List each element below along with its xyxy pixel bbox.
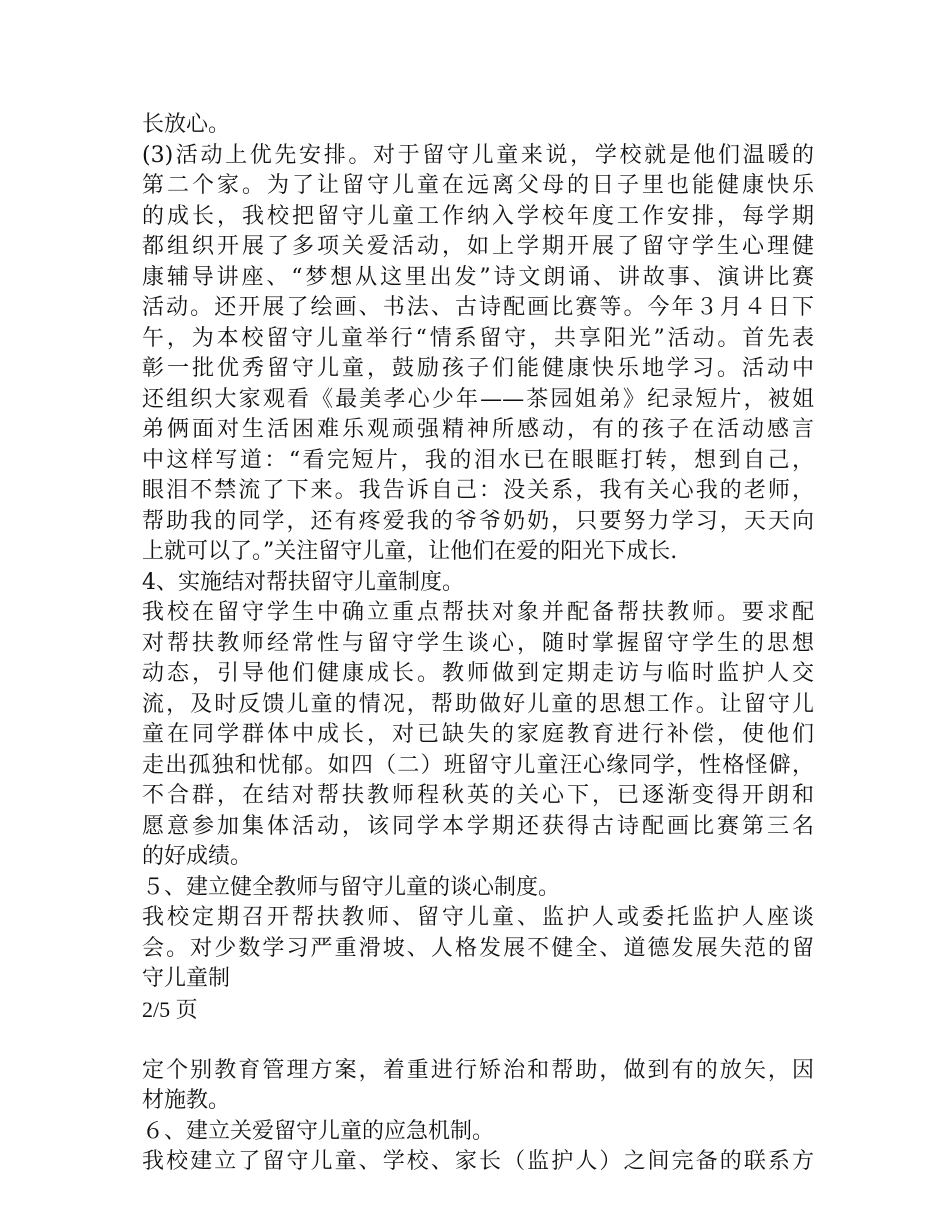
section-heading: ５、建立健全教师与留守儿童的谈心制度。: [142, 874, 561, 900]
text-line: 的好成绩。: [142, 844, 253, 869]
section-heading: ６、建立关爱留守儿童的应急机制。: [142, 1118, 495, 1144]
section-heading: 4、实施结对帮扶留守儿童制度。: [142, 569, 464, 595]
text-line: 第二个家。为了让留守儿童在远离父母的日子里也能健康快乐: [142, 173, 814, 198]
text-line: (3)活动上优先安排。对于留守儿童来说，学校就是他们温暖的: [142, 142, 814, 168]
section-b: [142, 1056, 814, 1178]
section-a: [142, 110, 814, 995]
text-line: 我校定期召开帮扶教师、留守儿童、监护人或委托监护人座谈: [142, 905, 814, 930]
page-number: 2/5 页: [142, 996, 198, 1022]
text-line: 中这样写道：“看完短片，我的泪水已在眼眶打转，想到自己，: [142, 447, 814, 473]
text-line: 眼泪不禁流了下来。我告诉自己：没关系，我有关心我的老师，: [142, 478, 814, 503]
text-line: 康辅导讲座、“梦想从这里出发”诗文朗诵、讲故事、演讲比赛: [142, 264, 814, 290]
text-line: 帮助我的同学，还有疼爱我的爷爷奶奶，只要努力学习，天天向: [142, 508, 814, 534]
text-line: 走出孤独和忧郁。如四（二）班留守儿童汪心缘同学，性格怪僻，: [142, 752, 814, 778]
text-line: 不合群，在结对帮扶教师程秋英的关心下，已逐渐变得开朗和: [142, 783, 814, 808]
text-line: 还组织大家观看《最美孝心少年——茶园姐弟》纪录短片，被姐: [142, 386, 814, 412]
text-line: 彰一批优秀留守儿童，鼓励孩子们能健康快乐地学习。活动中: [142, 356, 814, 381]
text-line: 童在同学群体中成长，对已缺失的家庭教育进行补偿，使他们: [142, 722, 814, 747]
text-line: 会。对少数学习严重滑坡、人格发展不健全、道德发展失范的留: [142, 935, 814, 961]
text-line: 定个别教育管理方案，着重进行矫治和帮助，做到有的放矢，因: [142, 1057, 814, 1083]
text-line: 活动。还开展了绘画、书法、古诗配画比赛等。今年３月４日下: [142, 295, 814, 320]
text-line: 动态，引导他们健康成长。教师做到定期走访与临时监护人交: [142, 661, 814, 686]
text-line: 都组织开展了多项关爱活动，如上学期开展了留守学生心理健: [142, 234, 814, 259]
text-line: 上就可以了。”关注留守儿童，让他们在爱的阳光下成长.: [142, 539, 678, 564]
text-line: 我校建立了留守儿童、学校、家长（监护人）之间完备的联系方: [142, 1149, 814, 1174]
page-break-gap: [142, 1025, 814, 1056]
document-page: [142, 110, 814, 1178]
text-line: 的成长，我校把留守儿童工作纳入学校年度工作安排，每学期: [142, 203, 814, 229]
text-line: 守儿童制: [142, 966, 231, 991]
text-line: 对帮扶教师经常性与留守学生谈心，随时掌握留守学生的思想: [142, 630, 814, 656]
text-line: 长放心。: [142, 112, 231, 137]
text-line: 愿意参加集体活动，该同学本学期还获得古诗配画比赛第三名: [142, 813, 814, 839]
text-line: 材施教。: [142, 1088, 231, 1113]
text-line: 午，为本校留守儿童举行“情系留守，共享阳光”活动。首先表: [142, 325, 814, 351]
text-line: 我校在留守学生中确立重点帮扶对象并配备帮扶教师。要求配: [142, 600, 814, 625]
text-line: 流，及时反馈儿童的情况，帮助做好儿童的思想工作。让留守儿: [142, 691, 814, 717]
text-line: 弟俩面对生活困难乐观顽强精神所感动，有的孩子在活动感言: [142, 417, 814, 442]
